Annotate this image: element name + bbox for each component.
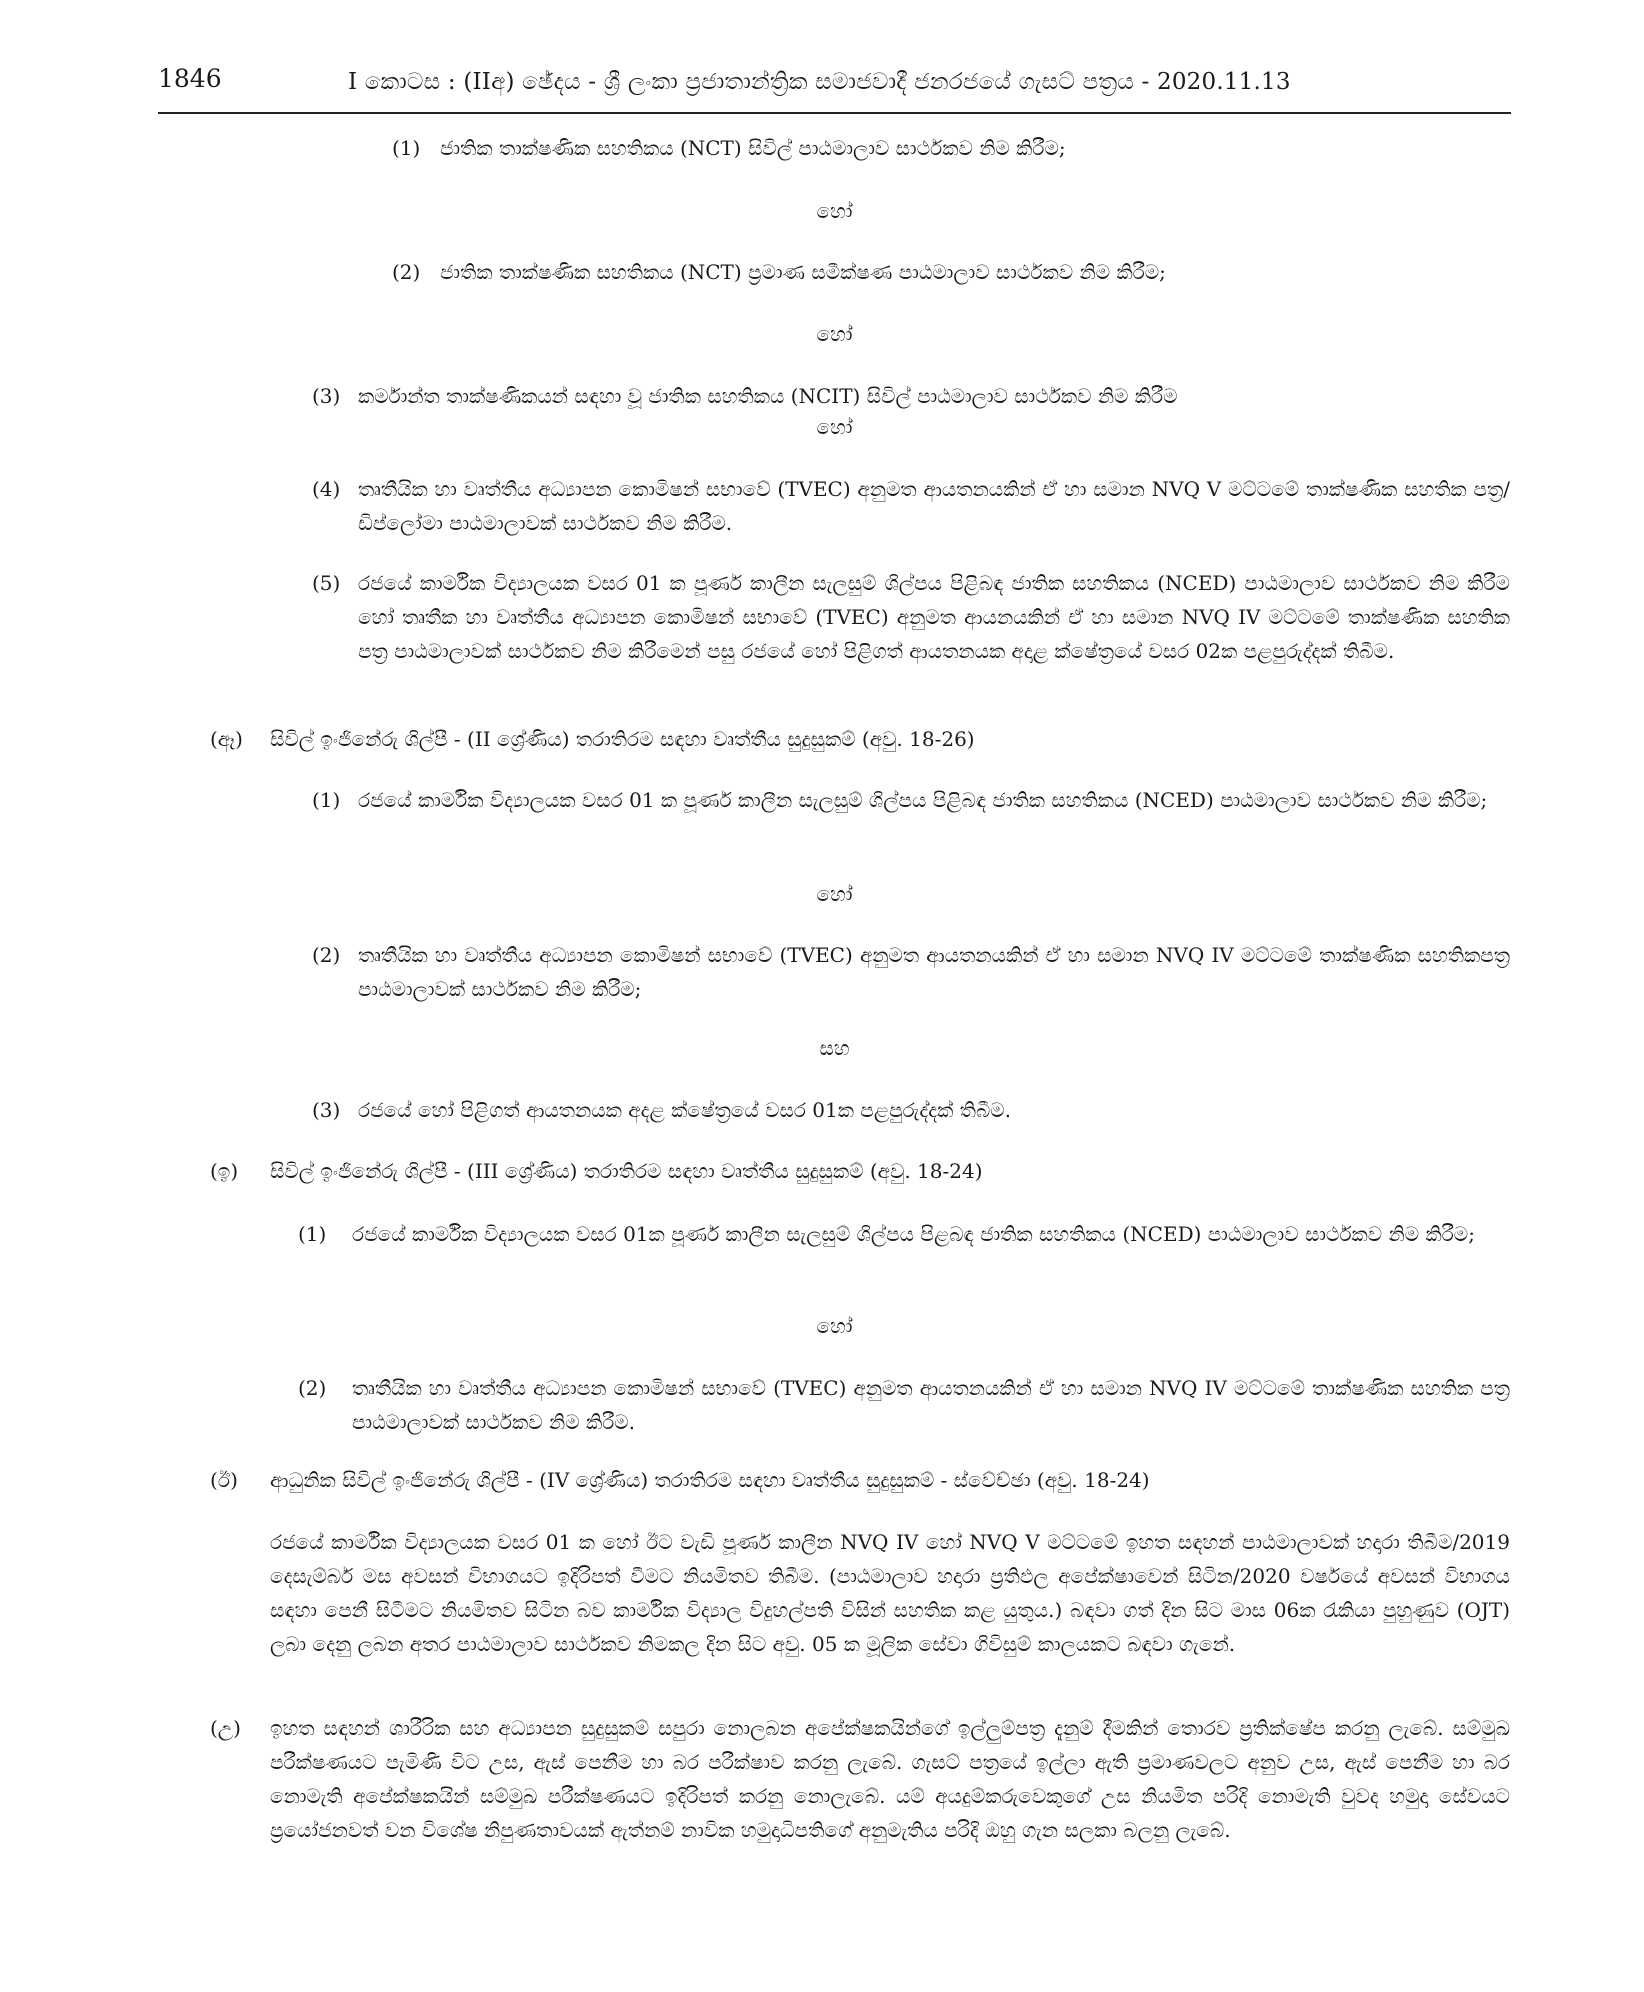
item-text: රජයේ කාර්මික විද්‍යාලයක වසර 01ක පූර්ණ කාලීන සැලසුම් ශිල්පය පිළබඳ ජාතික සහතිකය (NCED) පාඨමාලාව සාර්ථකව නිම කිරීම; — [352, 1222, 1475, 1246]
item-number: (2) — [392, 260, 421, 284]
list-item — [358, 783, 1510, 817]
list-item — [358, 379, 1510, 413]
list-item — [440, 255, 1510, 289]
list-item — [352, 1217, 1510, 1251]
list-item — [358, 1093, 1510, 1127]
or-separator: හෝ — [816, 199, 853, 223]
list-item — [358, 938, 1510, 1006]
item-number: (3) — [312, 384, 341, 408]
item-text: රජයේ කාර්මික විද්‍යාලයක වසර 01 ක පූර්ණ කාලීන සැලසුම් ශිල්පය පිළිබඳ ජාතික සහතිකය (NCED) පාඨමාලාව සාර්ථකව නිම කිරීම හෝ තෘතීක හා වෘත්තීය අධ්‍යාපන කොමිෂන් සභාවේ (TVEC) අනුමත ආයනයකින් ඒ හා සමාන NVQ IV මට්ටමේ තාක්ෂණික සහතික පත්‍ර පාඨමාලාවක් සාර්ථකව නිම කිරීමෙන් පසු රජයේ හෝ පිළිගත් ආයතනයක අදාළ ක්ෂේත්‍රයේ වසර 02ක පළපුරුද්දක් තිබීම. — [358, 571, 1510, 663]
paragraph-text: රජයේ කාර්මික විද්‍යාලයක වසර 01 ක හෝ ඊට වැඩි පූර්ණ කාලීන NVQ IV හෝ NVQ V මට්ටමේ ඉහත සඳහන් පාඨමාලාවක් හදාරා තිබීම/2019 දෙසැම්බර් මස අවසන් විභාගයට ඉදිරිපත් වීමට නියමිතව තිබීම. (පාඨමාලාව හදාරා ප්‍රතිඵල අපේක්ෂාවෙන් සිටින/2020 වර්ෂයේ අවසන් විභාගය සඳහා පෙනී සිටීමට නියමිතව සිටින බව කාර්මික විද්‍යාල විදුහල්පති විසින් සහතික කළ යුතුය.) බඳවා ගත් දින සිට මාස 06ක රැකියා පුහුණුව (OJT) ලබා දෙනු ලබන අතර පාඨමාලාව සාර්ථකව නිමකල දින සිට අවු. 05 ක මූලික සේවා ගිවිසුම් කාලයකට බඳවා ගැනේ. — [270, 1530, 1510, 1656]
section-heading — [270, 722, 1510, 756]
section-label: (ඉ) — [210, 1159, 239, 1183]
or-separator: හෝ — [816, 322, 853, 346]
or-separator: හෝ — [816, 1314, 853, 1338]
item-number: (2) — [312, 943, 341, 967]
heading-text: සිවිල් ඉංජිනේරු ශිල්පී - (II ශ්‍රේණිය) තරාතිරම සඳහා වෘත්තීය සුදුසුකම් (අවු. 18-26) — [270, 727, 975, 751]
item-number: (1) — [312, 788, 341, 812]
heading-text: ආධුනික සිවිල් ඉංජිනේරු ශිල්පී - (IV ශ්‍රේණිය) තරාතිරම සඳහා වෘත්තීය සුදුසුකම් - ස්වේච්ඡා (අවු. 18-24) — [270, 1468, 1150, 1492]
page-number: 1846 — [158, 64, 222, 93]
section-heading — [270, 1154, 1510, 1188]
item-text: තෘතීයික හා වෘත්තීය අධ්‍යාපන කොමිෂන් සභාවේ (TVEC) අනුමත ආයතනයකින් ඒ හා සමාන NVQ V මට්ටමේ තාක්ෂණික සහතික පත්‍ර/ඩිප්ලෝමා පාඨමාලාවක් සාර්ථකව නිම කිරීම. — [358, 477, 1510, 535]
list-item — [440, 131, 1510, 165]
list-item — [358, 566, 1510, 668]
header-rule — [158, 112, 1511, 114]
item-number: (1) — [298, 1222, 327, 1246]
item-text: තෘතීයික හා වෘත්තීය අධ්‍යාපන කොමිෂන් සභාවේ (TVEC) අනුමත ආයතනයකින් ඒ හා සමාන NVQ IV මට්ටමේ තාක්ෂණික සහතික පත්‍ර පාඨමාලාවක් සාර්ථකව නිම කිරීම. — [352, 1376, 1510, 1434]
list-item — [358, 472, 1510, 540]
item-number: (1) — [392, 136, 421, 160]
item-text: රජයේ හෝ පිළිගත් ආයතනයක අදළ ක්ෂේත්‍රයේ වසර 01ක පළපුරුද්දක් තිබීම. — [358, 1098, 1012, 1122]
item-number: (3) — [312, 1098, 341, 1122]
section-label: (උ) — [210, 1716, 241, 1740]
or-separator: හෝ — [816, 415, 853, 439]
item-text: ජාතික තාක්ෂණික සහතිකය (NCT) සිවිල් පාඨමාලාව සාර්ථකව නිම කිරීම; — [440, 136, 1066, 160]
and-separator: සහ — [819, 1036, 850, 1060]
or-separator: හෝ — [816, 882, 853, 906]
list-item — [352, 1371, 1510, 1439]
section-paragraph — [270, 1711, 1510, 1847]
heading-text: සිවිල් ඉංජිනේරු ශිල්පී - (III ශ්‍රේණිය) තරාතිරම සඳහා වෘත්තීය සුදුසුකම් (අවු. 18-24) — [270, 1159, 983, 1183]
section-label: (ඊ) — [210, 1468, 238, 1492]
section-heading — [270, 1463, 1510, 1497]
item-number: (2) — [298, 1376, 327, 1400]
section-label: (ඈ) — [210, 727, 243, 751]
gazette-title: I කොටස : (IIඅ) ඡේදය - ශ්‍රී ලංකා ප්‍රජාතාන්ත්‍රික සමාජවාදී ජනරජයේ ගැසට් පත්‍රය - 2020.11.13 — [348, 69, 1291, 95]
item-text: කර්මාන්ත තාක්ෂණිකයන් සඳහා වූ ජාතික සහතිකය (NCIT) සිවිල් පාඨමාලාව සාර්ථකව නිම කිරීම — [358, 384, 1178, 408]
paragraph-text: ඉහත සඳහන් ශාරීරික සහ අධ්‍යාපන සුදුසුකම් සපුරා නොලබන අපේක්ෂකයින්ගේ ඉල්ලුම්පත්‍ර දැනුම් දීමකින් තොරව ප්‍රතික්ෂේප කරනු ලැබේ. සම්මුඛ පරීක්ෂණයට පැමිණි විට උස, ඇස් පෙනීම හා බර පරීක්ෂාව කරනු ලැබේ. ගැසට් පත්‍රයේ ඉල්ලා ඇති ප්‍රමාණවලට අනුව උස, ඇස් පෙනීම හා බර නොමැති අපේක්ෂකයින් සම්මුඛ පරීක්ෂණයට ඉදිරිපත් කරනු නොලැබේ. යම් අයදුම්කරුවෙකුගේ උස නියමිත පරිදි නොමැති වුවද හමුදා සේවයට ප්‍රයෝජනවත් වන විශේෂ නිපුණතාවයක් ඇත්නම් නාවික හමුදාධිපතිගේ අනුමැතිය පරිදි ඔහු ගැන සලකා බලනු ලැබේ. — [270, 1716, 1510, 1842]
item-text: ජාතික තාක්ෂණික සහතිකය (NCT) ප්‍රමාණ සමීක්ෂණ පාඨමාලාව සාර්ථකව නිම කිරීම; — [440, 260, 1166, 284]
item-text: තෘතීයික හා වෘත්තීය අධ්‍යාපන කොමිෂන් සභාවේ (TVEC) අනුමත ආයතනයකින් ඒ හා සමාන NVQ IV මට්ටමේ තාක්ෂණික සහතිකපත්‍ර පාඨමාලාවක් සාර්ථකව නිම කිරීම; — [358, 943, 1510, 1001]
section-paragraph — [270, 1525, 1510, 1661]
item-number: (4) — [312, 477, 341, 501]
item-text: රජයේ කාර්මික විද්‍යාලයක වසර 01 ක පූර්ණ කාලීන සැලසුම් ශිල්පය පිළිබඳ ජාතික සහතිකය (NCED) පාඨමාලාව සාර්ථකව නිම කිරීම; — [358, 788, 1488, 812]
item-number: (5) — [312, 571, 341, 595]
page-header — [158, 64, 1487, 112]
